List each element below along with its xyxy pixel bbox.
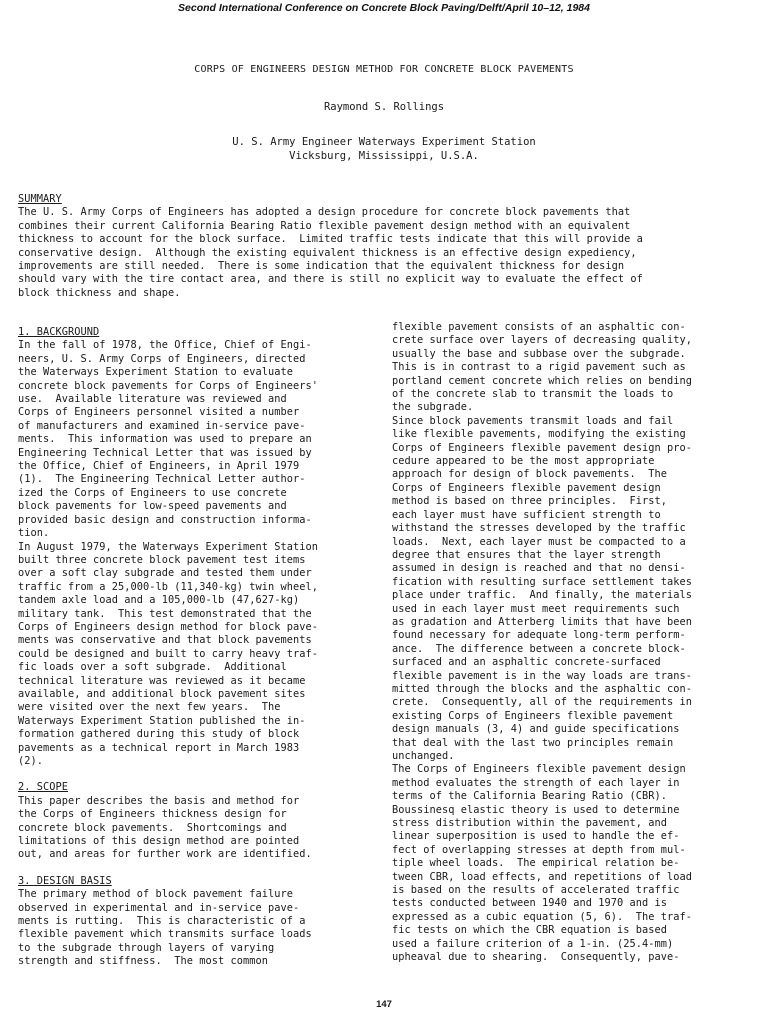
- text-line: neers, U. S. Army Corps of Engineers, directed: [18, 352, 306, 365]
- text-line: fic loads over a soft subgrade. Additional: [18, 661, 287, 674]
- text-line: like flexible pavements, modifying the existing: [392, 428, 686, 441]
- left-column: [18, 326, 363, 969]
- design-basis-body: [18, 888, 363, 968]
- text-line: Corps of Engineers flexible pavement design: [392, 481, 661, 494]
- text-line: to the subgrade through layers of varying: [18, 941, 275, 954]
- text-line: (2).: [18, 755, 43, 767]
- text-line: In August 1979, the Waterways Experiment Station: [18, 540, 318, 553]
- text-line: upheaval due to shearing. Consequently, pave-: [392, 951, 680, 964]
- text-line: concrete block pavements for Corps of Engineers': [18, 379, 318, 392]
- section-heading-background: 1. BACKGROUND: [18, 326, 100, 338]
- text-line: strength and stiffness. The most common: [18, 955, 268, 968]
- text-line: unchanged.: [392, 750, 455, 762]
- text-line: crete. Consequently, all of the requirements in: [392, 696, 692, 709]
- text-line: Corps of Engineers flexible pavement design pro-: [392, 441, 692, 454]
- text-line: (1). The Engineering Technical Letter author-: [18, 473, 306, 486]
- text-line: pavements as a technical report in March 1983: [18, 741, 300, 754]
- affiliation: [0, 135, 768, 163]
- text-line: tiple wheel loads. The empirical relation be-: [392, 857, 680, 870]
- text-line: each layer must have sufficient strength to: [392, 508, 661, 521]
- page-number: 147: [376, 999, 392, 1010]
- right-column-body: [392, 321, 732, 965]
- summary-line: combines their current California Bearing Ratio flexible pavement design method with an equivalent: [18, 219, 631, 232]
- text-line: Boussinesq elastic theory is used to determine: [392, 803, 680, 816]
- summary-line: should vary with the tire contact area, and there is still no explicit way to evaluate the effect of: [18, 273, 643, 286]
- text-line: The Corps of Engineers flexible pavement design: [392, 763, 686, 776]
- text-line: flexible pavement consists of an asphaltic con-: [392, 321, 686, 333]
- summary-section: [18, 193, 718, 300]
- text-line: Waterways Experiment Station published the in-: [18, 714, 306, 727]
- text-line: formation gathered during this study of block: [18, 728, 300, 741]
- text-line: Since block pavements transmit loads and fail: [392, 414, 674, 427]
- affiliation-line: Vicksburg, Mississippi, U.S.A.: [289, 150, 479, 162]
- text-line: tion.: [18, 527, 50, 540]
- text-line: expressed as a cubic equation (5, 6). The traf-: [392, 910, 692, 923]
- text-line: ments is rutting. This is characteristic of a: [18, 915, 306, 928]
- text-line: withstand the stresses developed by the traffic: [392, 522, 686, 535]
- text-line: found necessary for adequate long-term perform-: [392, 629, 686, 642]
- text-line: fic tests on which the CBR equation is based: [392, 924, 667, 937]
- text-line: fect of overlapping stresses at depth from mul-: [392, 843, 686, 856]
- text-line: terms of the California Bearing Ratio (CBR).: [392, 790, 667, 803]
- text-line: Corps of Engineers design method for block pave-: [18, 620, 318, 633]
- summary-line: conservative design. Although the existing equivalent thickness is an effective design expediency,: [18, 246, 637, 259]
- text-line: Engineering Technical Letter that was issued by: [18, 446, 312, 459]
- text-line: assumed in design is reached and that no densi-: [392, 562, 686, 575]
- text-line: provided basic design and construction informa-: [18, 513, 312, 526]
- text-line: flexible pavement is in the way loads are trans-: [392, 669, 692, 682]
- text-line: This is in contrast to a rigid pavement such as: [392, 361, 686, 374]
- text-line: the Corps of Engineers thickness design for: [18, 808, 287, 821]
- text-line: ized the Corps of Engineers to use concrete: [18, 486, 287, 499]
- text-line: place under traffic. And finally, the materials: [392, 589, 692, 602]
- text-line: of the concrete slab to transmit the loads to: [392, 388, 674, 401]
- text-line: were visited over the next few years. The: [18, 701, 281, 714]
- text-line: over a soft clay subgrade and tested them under: [18, 567, 312, 580]
- summary-line: block thickness and shape.: [18, 286, 181, 299]
- paper-title: CORPS OF ENGINEERS DESIGN METHOD FOR CONCRETE BLOCK PAVEMENTS: [194, 64, 574, 75]
- text-line: In the fall of 1978, the Office, Chief of Engi-: [18, 339, 312, 352]
- summary-body: [18, 206, 718, 300]
- text-line: military tank. This test demonstrated that the: [18, 607, 312, 620]
- conference-header: Second International Conference on Concrete Block Paving/Delft/April 10–12, 1984: [178, 2, 590, 14]
- text-line: crete surface over layers of decreasing quality,: [392, 334, 692, 347]
- author-name: Raymond S. Rollings: [323, 101, 445, 113]
- text-line: method is based on three principles. First,: [392, 495, 667, 508]
- text-line: ments. This information was used to prepare an: [18, 433, 312, 446]
- text-line: usually the base and subbase over the subgrade.: [392, 347, 686, 360]
- text-line: built three concrete block pavement test items: [18, 553, 306, 566]
- text-line: approach for design of block pavements. The: [392, 468, 667, 481]
- text-line: tests conducted between 1940 and 1970 and is: [392, 897, 667, 910]
- text-line: traffic from a 25,000-lb (11,340-kg) twin wheel,: [18, 580, 318, 593]
- text-line: The primary method of block pavement failure: [18, 888, 293, 901]
- text-line: of manufacturers and examined in-service pave-: [18, 419, 306, 432]
- text-line: concrete block pavements. Shortcomings and: [18, 821, 287, 834]
- right-column: [392, 321, 732, 965]
- text-line: the Office, Chief of Engineers, in April 1979: [18, 460, 300, 473]
- text-line: as gradation and Atterberg limits that have been: [392, 615, 692, 628]
- text-line: out, and areas for further work are identified.: [18, 848, 312, 861]
- text-line: surfaced and an asphaltic concrete-surfaced: [392, 656, 661, 669]
- text-line: used in each layer must meet requirements such: [392, 602, 680, 615]
- text-line: limitations of this design method are pointed: [18, 835, 300, 848]
- text-line: tween CBR, load effects, and repetitions of load: [392, 870, 692, 883]
- text-line: tandem axle load and a 105,000-lb (47,627-kg): [18, 594, 300, 607]
- text-line: linear superposition is used to handle the ef-: [392, 830, 680, 843]
- text-line: existing Corps of Engineers flexible pavement: [392, 709, 674, 722]
- text-line: observed in experimental and in-service pave-: [18, 901, 300, 914]
- summary-line: improvements are still needed. There is some indication that the equivalent thickness for design: [18, 260, 625, 273]
- section-heading-scope: 2. SCOPE: [18, 781, 68, 794]
- affiliation-line: U. S. Army Engineer Waterways Experiment Station: [232, 136, 536, 148]
- text-line: degree that ensures that the layer strength: [392, 548, 661, 561]
- summary-line: The U. S. Army Corps of Engineers has adopted a design procedure for concrete block pavements that: [18, 206, 631, 219]
- text-line: This paper describes the basis and method for: [18, 794, 300, 807]
- text-line: that deal with the last two principles remain: [392, 736, 674, 749]
- text-line: the subgrade.: [392, 401, 474, 414]
- text-line: use. Available literature was reviewed and: [18, 393, 287, 406]
- section-heading-design-basis: 3. DESIGN BASIS: [18, 874, 112, 887]
- text-line: portland cement concrete which relies on bending: [392, 374, 692, 387]
- summary-line: thickness to account for the block surface. Limited traffic tests indicate that this will provide a: [18, 233, 643, 246]
- text-line: flexible pavement which transmits surface loads: [18, 928, 312, 941]
- text-line: available, and additional block pavement sites: [18, 687, 306, 700]
- text-line: fication with resulting surface settlement takes: [392, 575, 692, 588]
- text-line: ments was conservative and that block pavements: [18, 634, 312, 647]
- text-line: stress distribution within the pavement, and: [392, 817, 667, 830]
- text-line: loads. Next, each layer must be compacted to a: [392, 535, 686, 548]
- text-line: cedure appeared to be the most appropriate: [392, 455, 655, 468]
- summary-heading: SUMMARY: [18, 193, 62, 205]
- text-line: method evaluates the strength of each layer in: [392, 776, 680, 789]
- text-line: mitted through the blocks and the asphaltic con-: [392, 682, 692, 695]
- text-line: block pavements for low-speed pavements and: [18, 500, 287, 513]
- scope-body: [18, 795, 363, 862]
- text-line: Corps of Engineers personnel visited a number: [18, 406, 300, 419]
- background-body: [18, 339, 363, 768]
- text-line: is based on the results of accelerated traffic: [392, 884, 680, 897]
- text-line: used a failure criterion of a 1-in. (25.4-mm): [392, 937, 674, 950]
- text-line: the Waterways Experiment Station to evaluate: [18, 366, 293, 379]
- text-line: technical literature was reviewed as it became: [18, 674, 306, 687]
- text-line: ance. The difference between a concrete block-: [392, 642, 686, 655]
- text-line: could be designed and built to carry heavy traf-: [18, 647, 318, 660]
- text-line: design manuals (3, 4) and guide specifications: [392, 723, 680, 736]
